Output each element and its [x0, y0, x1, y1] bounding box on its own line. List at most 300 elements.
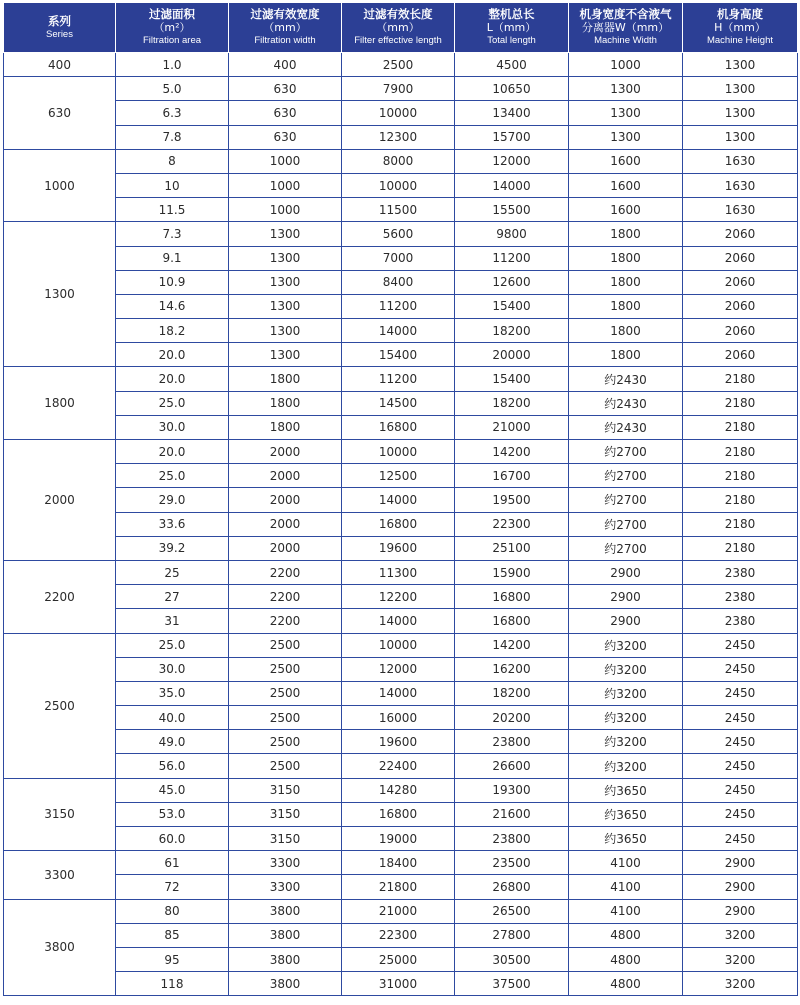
header-unit: H（mm） [714, 21, 766, 34]
table-row [4, 149, 798, 173]
data-cell: 4800 [569, 947, 683, 971]
table-row [4, 827, 798, 851]
data-cell: 22400 [342, 754, 455, 778]
data-cell: 85 [116, 923, 229, 947]
data-cell: 31000 [342, 972, 455, 996]
data-cell: 30.0 [116, 415, 229, 439]
data-cell: 630 [229, 125, 342, 149]
data-cell: 26800 [455, 875, 569, 899]
data-cell: 3300 [229, 851, 342, 875]
header-filtration-width [229, 3, 342, 53]
data-cell: 39.2 [116, 536, 229, 560]
data-cell: 22300 [455, 512, 569, 536]
data-cell: 1800 [569, 294, 683, 318]
data-cell: 11200 [342, 367, 455, 391]
data-cell: 16800 [342, 512, 455, 536]
data-cell: 2000 [229, 440, 342, 464]
data-cell: 25100 [455, 536, 569, 560]
data-cell: 9.1 [116, 246, 229, 270]
data-cell: 19600 [342, 730, 455, 754]
table-row [4, 778, 798, 802]
data-cell: 16800 [455, 585, 569, 609]
data-cell: 2900 [683, 899, 798, 923]
data-cell: 2450 [683, 657, 798, 681]
data-cell: 11500 [342, 198, 455, 222]
data-cell: 10000 [342, 633, 455, 657]
data-cell: 9800 [455, 222, 569, 246]
data-cell: 35.0 [116, 681, 229, 705]
header-zh: 系列 [48, 13, 71, 28]
table-row [4, 802, 798, 826]
spec-table [3, 2, 798, 996]
data-cell: 23500 [455, 851, 569, 875]
data-cell: 95 [116, 947, 229, 971]
header-en: Filtration area [142, 35, 202, 46]
data-cell: 1000 [229, 173, 342, 197]
data-cell: 2380 [683, 585, 798, 609]
data-cell: 2180 [683, 464, 798, 488]
data-cell: 14000 [342, 681, 455, 705]
data-cell: 2450 [683, 633, 798, 657]
data-cell: 16200 [455, 657, 569, 681]
data-cell: 约3650 [569, 778, 683, 802]
data-cell: 23800 [455, 827, 569, 851]
data-cell: 约3650 [569, 827, 683, 851]
data-cell: 2000 [229, 488, 342, 512]
data-cell: 15900 [455, 560, 569, 584]
data-cell: 3150 [229, 778, 342, 802]
data-cell: 16700 [455, 464, 569, 488]
data-cell: 10000 [342, 101, 455, 125]
series-cell: 1000 [4, 149, 116, 222]
table-row [4, 851, 798, 875]
header-unit: （mm） [376, 21, 420, 34]
header-zh: 过滤有效长度 [363, 7, 433, 21]
header-en: Machine Width [594, 35, 657, 46]
data-cell: 18400 [342, 851, 455, 875]
data-cell: 约3200 [569, 633, 683, 657]
data-cell: 1300 [229, 246, 342, 270]
header-filtration-area [116, 3, 229, 53]
data-cell: 2380 [683, 560, 798, 584]
table-row [4, 270, 798, 294]
data-cell: 15500 [455, 198, 569, 222]
data-cell: 3150 [229, 802, 342, 826]
data-cell: 630 [229, 101, 342, 125]
data-cell: 31 [116, 609, 229, 633]
table-row [4, 585, 798, 609]
header-row [4, 3, 798, 53]
data-cell: 3800 [229, 972, 342, 996]
data-cell: 12600 [455, 270, 569, 294]
data-cell: 13400 [455, 101, 569, 125]
data-cell: 60.0 [116, 827, 229, 851]
data-cell: 1600 [569, 198, 683, 222]
data-cell: 约2430 [569, 391, 683, 415]
data-cell: 16800 [342, 802, 455, 826]
data-cell: 约3200 [569, 730, 683, 754]
series-cell: 3800 [4, 899, 116, 996]
data-cell: 12300 [342, 125, 455, 149]
data-cell: 56.0 [116, 754, 229, 778]
data-cell: 2180 [683, 536, 798, 560]
data-cell: 10000 [342, 440, 455, 464]
table-row [4, 536, 798, 560]
data-cell: 8400 [342, 270, 455, 294]
table-row [4, 319, 798, 343]
data-cell: 118 [116, 972, 229, 996]
data-cell: 19600 [342, 536, 455, 560]
data-cell: 1630 [683, 149, 798, 173]
data-cell: 约2700 [569, 440, 683, 464]
header-en: Filter effective length [354, 35, 442, 46]
table-row [4, 512, 798, 536]
data-cell: 8 [116, 149, 229, 173]
data-cell: 1300 [229, 319, 342, 343]
data-cell: 15400 [455, 294, 569, 318]
data-cell: 10650 [455, 77, 569, 101]
data-cell: 37500 [455, 972, 569, 996]
data-cell: 33.6 [116, 512, 229, 536]
data-cell: 2900 [569, 560, 683, 584]
data-cell: 2500 [229, 681, 342, 705]
table-row [4, 657, 798, 681]
data-cell: 3800 [229, 923, 342, 947]
table-row [4, 730, 798, 754]
data-cell: 40.0 [116, 706, 229, 730]
data-cell: 20000 [455, 343, 569, 367]
header-en: Filtration width [254, 35, 316, 46]
data-cell: 约3200 [569, 754, 683, 778]
data-cell: 22300 [342, 923, 455, 947]
data-cell: 11200 [455, 246, 569, 270]
series-cell: 2500 [4, 633, 116, 778]
data-cell: 25.0 [116, 633, 229, 657]
data-cell: 11300 [342, 560, 455, 584]
data-cell: 1600 [569, 149, 683, 173]
data-cell: 25.0 [116, 464, 229, 488]
data-cell: 1.0 [116, 53, 229, 77]
data-cell: 4800 [569, 972, 683, 996]
data-cell: 2500 [229, 730, 342, 754]
data-cell: 1000 [569, 53, 683, 77]
data-cell: 29.0 [116, 488, 229, 512]
table-row [4, 343, 798, 367]
data-cell: 2450 [683, 778, 798, 802]
data-cell: 80 [116, 899, 229, 923]
data-cell: 10.9 [116, 270, 229, 294]
data-cell: 4100 [569, 899, 683, 923]
data-cell: 30.0 [116, 657, 229, 681]
data-cell: 21000 [342, 899, 455, 923]
table-row [4, 681, 798, 705]
data-cell: 19500 [455, 488, 569, 512]
data-cell: 21000 [455, 415, 569, 439]
data-cell: 25000 [342, 947, 455, 971]
data-cell: 400 [229, 53, 342, 77]
data-cell: 12000 [342, 657, 455, 681]
data-cell: 2500 [229, 706, 342, 730]
data-cell: 19300 [455, 778, 569, 802]
data-cell: 20.0 [116, 440, 229, 464]
data-cell: 1000 [229, 198, 342, 222]
data-cell: 4100 [569, 851, 683, 875]
table-row [4, 440, 798, 464]
data-cell: 1800 [229, 391, 342, 415]
data-cell: 12500 [342, 464, 455, 488]
data-cell: 25.0 [116, 391, 229, 415]
header-zh: 机身宽度不含液气 [579, 7, 672, 21]
data-cell: 2000 [229, 464, 342, 488]
header-series [4, 3, 116, 53]
table-row [4, 875, 798, 899]
data-cell: 1800 [229, 367, 342, 391]
table-row [4, 899, 798, 923]
data-cell: 1300 [569, 101, 683, 125]
data-cell: 1300 [229, 343, 342, 367]
header-machine-width [569, 3, 683, 53]
table-row [4, 706, 798, 730]
data-cell: 11200 [342, 294, 455, 318]
data-cell: 14000 [342, 488, 455, 512]
data-cell: 1300 [229, 294, 342, 318]
data-cell: 约3650 [569, 802, 683, 826]
data-cell: 14000 [342, 319, 455, 343]
data-cell: 2450 [683, 754, 798, 778]
data-cell: 约2700 [569, 488, 683, 512]
series-cell: 400 [4, 53, 116, 77]
data-cell: 2900 [683, 851, 798, 875]
data-cell: 18200 [455, 681, 569, 705]
data-cell: 1630 [683, 198, 798, 222]
series-cell: 3300 [4, 851, 116, 899]
data-cell: 5.0 [116, 77, 229, 101]
table-row [4, 609, 798, 633]
data-cell: 约3200 [569, 706, 683, 730]
data-cell: 20.0 [116, 343, 229, 367]
data-cell: 2380 [683, 609, 798, 633]
data-cell: 4500 [455, 53, 569, 77]
header-unit: （m²） [153, 21, 191, 34]
data-cell: 2060 [683, 270, 798, 294]
data-cell: 约2430 [569, 367, 683, 391]
data-cell: 2180 [683, 367, 798, 391]
data-cell: 1600 [569, 173, 683, 197]
data-cell: 4100 [569, 875, 683, 899]
table-row [4, 560, 798, 584]
data-cell: 14200 [455, 440, 569, 464]
data-cell: 21600 [455, 802, 569, 826]
data-cell: 2060 [683, 222, 798, 246]
header-en: Machine Height [706, 35, 773, 46]
data-cell: 23800 [455, 730, 569, 754]
table-row [4, 125, 798, 149]
data-cell: 1000 [229, 149, 342, 173]
data-cell: 约2430 [569, 415, 683, 439]
data-cell: 16800 [342, 415, 455, 439]
data-cell: 6.3 [116, 101, 229, 125]
data-cell: 5600 [342, 222, 455, 246]
table-body [4, 53, 798, 996]
data-cell: 2000 [229, 536, 342, 560]
data-cell: 21800 [342, 875, 455, 899]
header-zh: 机身高度 [717, 7, 763, 21]
data-cell: 7900 [342, 77, 455, 101]
data-cell: 20.0 [116, 367, 229, 391]
data-cell: 2060 [683, 246, 798, 270]
data-cell: 1800 [569, 270, 683, 294]
data-cell: 2450 [683, 730, 798, 754]
data-cell: 2200 [229, 609, 342, 633]
data-cell: 15400 [342, 343, 455, 367]
series-cell: 1800 [4, 367, 116, 440]
header-total-length [455, 3, 569, 53]
data-cell: 2900 [683, 875, 798, 899]
data-cell: 1800 [569, 222, 683, 246]
table-row [4, 294, 798, 318]
table-row [4, 972, 798, 996]
table-row [4, 633, 798, 657]
data-cell: 30500 [455, 947, 569, 971]
table-row [4, 173, 798, 197]
table-row [4, 923, 798, 947]
data-cell: 3800 [229, 947, 342, 971]
data-cell: 14000 [455, 173, 569, 197]
data-cell: 2200 [229, 585, 342, 609]
data-cell: 1800 [569, 319, 683, 343]
data-cell: 7000 [342, 246, 455, 270]
data-cell: 10000 [342, 173, 455, 197]
table-row [4, 222, 798, 246]
data-cell: 18.2 [116, 319, 229, 343]
data-cell: 2500 [229, 633, 342, 657]
table-row [4, 754, 798, 778]
data-cell: 19000 [342, 827, 455, 851]
header-zh: 整机总长 [488, 7, 535, 21]
data-cell: 1300 [569, 77, 683, 101]
series-cell: 630 [4, 77, 116, 150]
data-cell: 3200 [683, 947, 798, 971]
data-cell: 2450 [683, 681, 798, 705]
header-machine-height [683, 3, 798, 53]
data-cell: 26600 [455, 754, 569, 778]
data-cell: 26500 [455, 899, 569, 923]
header-unit: （mm） [263, 21, 307, 34]
data-cell: 8000 [342, 149, 455, 173]
data-cell: 2500 [342, 53, 455, 77]
table-row [4, 198, 798, 222]
data-cell: 2060 [683, 343, 798, 367]
data-cell: 约2700 [569, 464, 683, 488]
data-cell: 1800 [569, 343, 683, 367]
header-zh: 过滤面积 [149, 7, 195, 21]
data-cell: 16800 [455, 609, 569, 633]
data-cell: 61 [116, 851, 229, 875]
data-cell: 2900 [569, 609, 683, 633]
data-cell: 2180 [683, 488, 798, 512]
series-cell: 3150 [4, 778, 116, 851]
data-cell: 2500 [229, 754, 342, 778]
data-cell: 1800 [229, 415, 342, 439]
data-cell: 14280 [342, 778, 455, 802]
data-cell: 2180 [683, 415, 798, 439]
data-cell: 18200 [455, 391, 569, 415]
data-cell: 7.3 [116, 222, 229, 246]
data-cell: 2060 [683, 319, 798, 343]
data-cell: 2900 [569, 585, 683, 609]
header-zh: 过滤有效宽度 [250, 7, 320, 21]
data-cell: 1300 [569, 125, 683, 149]
data-cell: 7.8 [116, 125, 229, 149]
data-cell: 49.0 [116, 730, 229, 754]
data-cell: 2450 [683, 827, 798, 851]
series-cell: 2000 [4, 440, 116, 561]
data-cell: 1300 [683, 101, 798, 125]
data-cell: 2000 [229, 512, 342, 536]
header-en: Series [46, 28, 73, 40]
data-cell: 15700 [455, 125, 569, 149]
data-cell: 2180 [683, 391, 798, 415]
data-cell: 14.6 [116, 294, 229, 318]
data-cell: 53.0 [116, 802, 229, 826]
data-cell: 1300 [683, 53, 798, 77]
data-cell: 2450 [683, 706, 798, 730]
data-cell: 3150 [229, 827, 342, 851]
table-row [4, 77, 798, 101]
series-cell: 1300 [4, 222, 116, 367]
data-cell: 3300 [229, 875, 342, 899]
data-cell: 1300 [229, 222, 342, 246]
data-cell: 1300 [229, 270, 342, 294]
table-row [4, 947, 798, 971]
data-cell: 16000 [342, 706, 455, 730]
table-row [4, 246, 798, 270]
data-cell: 4800 [569, 923, 683, 947]
table-row [4, 488, 798, 512]
data-cell: 630 [229, 77, 342, 101]
data-cell: 14000 [342, 609, 455, 633]
data-cell: 25 [116, 560, 229, 584]
data-cell: 12000 [455, 149, 569, 173]
data-cell: 约2700 [569, 512, 683, 536]
data-cell: 1800 [569, 246, 683, 270]
header-filter-length [342, 3, 455, 53]
data-cell: 27 [116, 585, 229, 609]
data-cell: 14500 [342, 391, 455, 415]
table-row [4, 101, 798, 125]
data-cell: 27800 [455, 923, 569, 947]
table-header [4, 3, 798, 53]
data-cell: 2060 [683, 294, 798, 318]
data-cell: 14200 [455, 633, 569, 657]
data-cell: 11.5 [116, 198, 229, 222]
table-row [4, 391, 798, 415]
data-cell: 15400 [455, 367, 569, 391]
series-cell: 2200 [4, 560, 116, 633]
data-cell: 3200 [683, 923, 798, 947]
data-cell: 10 [116, 173, 229, 197]
data-cell: 1630 [683, 173, 798, 197]
data-cell: 约2700 [569, 536, 683, 560]
header-unit: L（mm） [486, 21, 537, 34]
data-cell: 2500 [229, 657, 342, 681]
table-row [4, 367, 798, 391]
header-unit: 分离器W（mm） [581, 21, 670, 34]
table-row [4, 415, 798, 439]
data-cell: 2450 [683, 802, 798, 826]
data-cell: 约3200 [569, 681, 683, 705]
header-en: Total length [487, 35, 536, 46]
